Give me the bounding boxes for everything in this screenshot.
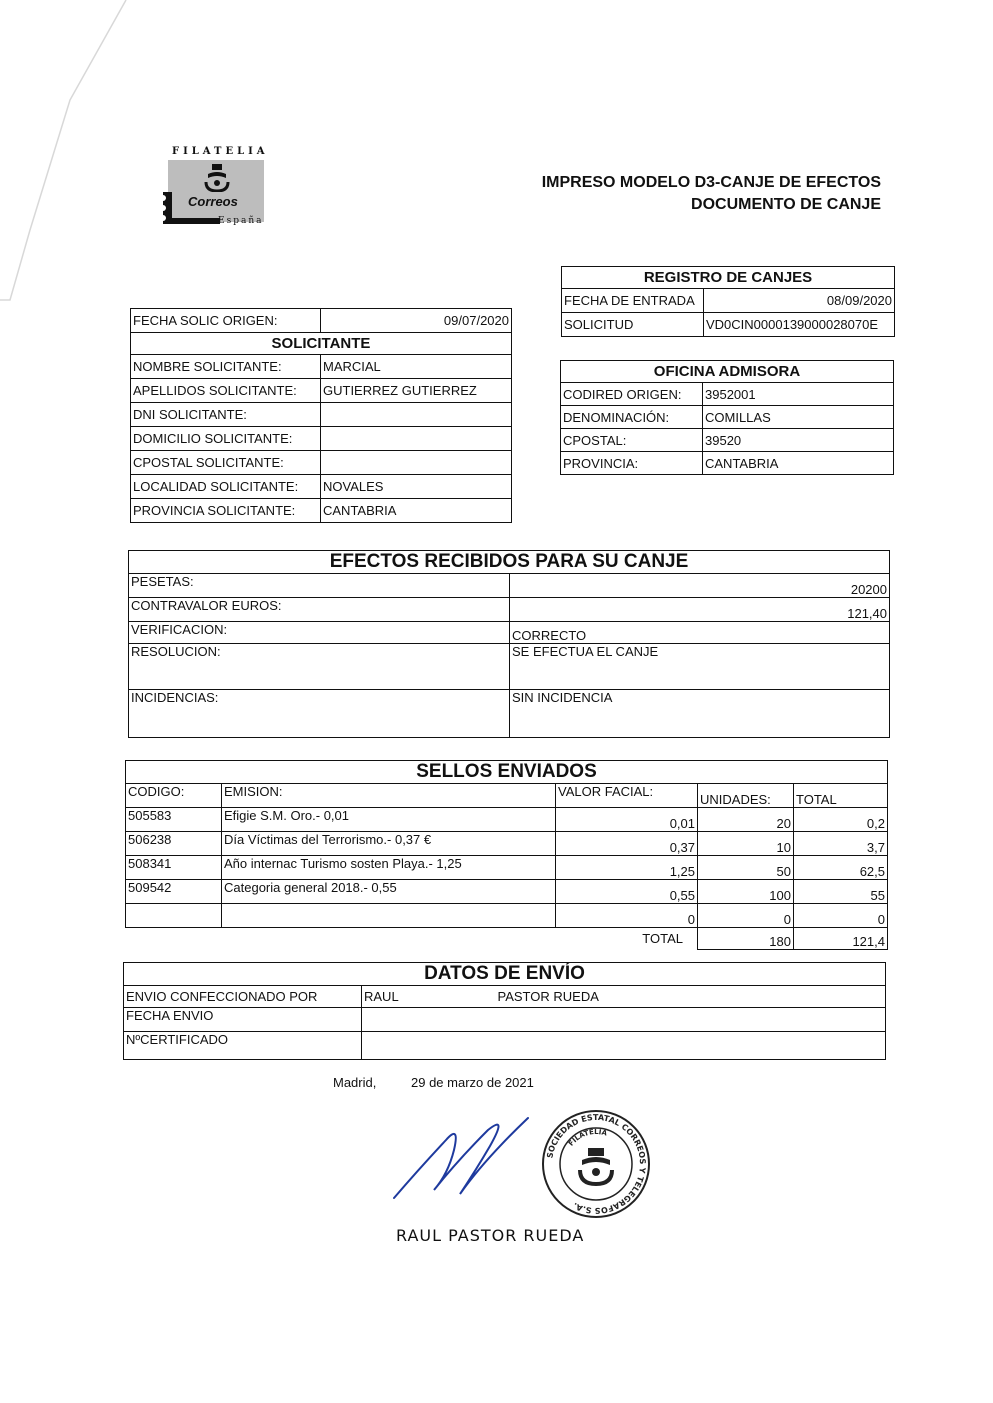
solicitante-label: CPOSTAL SOLICITANTE: (131, 451, 321, 475)
col-valor: VALOR FACIAL: (556, 784, 698, 808)
pesetas-label: PESETAS: (129, 574, 510, 598)
oficina-label: DENOMINACIÓN: (561, 406, 703, 429)
sello-emision: Categoria general 2018.- 0,55 (222, 880, 556, 904)
official-seal-stamp (540, 1108, 652, 1220)
sello-emision (222, 904, 556, 928)
col-total: TOTAL (794, 784, 888, 808)
solicitante-value: GUTIERREZ GUTIERREZ (321, 379, 512, 403)
solicitante-label: DOMICILIO SOLICITANTE: (131, 427, 321, 451)
total-total: 121,4 (794, 928, 888, 950)
postal-horn-icon (202, 164, 232, 192)
oficina-heading: OFICINA ADMISORA (561, 361, 894, 383)
fecha-solic-label: FECHA SOLIC ORIGEN: (131, 309, 321, 333)
sellos-heading: SELLOS ENVIADOS (126, 761, 888, 784)
incidencias-label: INCIDENCIAS: (129, 690, 510, 738)
sello-codigo: 508341 (126, 856, 222, 880)
solicitante-label: DNI SOLICITANTE: (131, 403, 321, 427)
verificacion-label: VERIFICACION: (129, 622, 510, 644)
resolucion-label: RESOLUCION: (129, 644, 510, 690)
sello-valor: 0,01 (556, 808, 698, 832)
efectos-heading: EFECTOS RECIBIDOS PARA SU CANJE (129, 551, 890, 574)
solicitante-heading: SOLICITANTE (131, 333, 512, 355)
incidencias-value: SIN INCIDENCIA (510, 690, 890, 738)
sello-codigo: 509542 (126, 880, 222, 904)
footer-city: Madrid, (333, 1075, 377, 1090)
sello-emision: Año internac Turismo sosten Playa.- 1,25 (222, 856, 556, 880)
document-title (542, 172, 881, 216)
sello-valor: 0,55 (556, 880, 698, 904)
sello-total: 62,5 (794, 856, 888, 880)
sello-total: 3,7 (794, 832, 888, 856)
envio-confeccionado-name: RAUL (362, 986, 496, 1008)
logo-bar (168, 218, 220, 224)
registro-label: FECHA DE ENTRADA (562, 289, 704, 313)
registro-label: SOLICITUD (562, 313, 704, 337)
registro-value: 08/09/2020 (704, 289, 895, 313)
sello-valor: 0 (556, 904, 698, 928)
logo-top-text: FILATELIA (172, 146, 269, 157)
oficina-label: CODIRED ORIGEN: (561, 383, 703, 406)
sello-valor: 1,25 (556, 856, 698, 880)
oficina-value: CANTABRIA (703, 452, 894, 475)
solicitante-value: CANTABRIA (321, 499, 512, 523)
envio-fecha-value (362, 1008, 886, 1032)
correos-logo (158, 146, 270, 232)
sello-emision: Efigie S.M. Oro.- 0,01 (222, 808, 556, 832)
title-line-2: DOCUMENTO DE CANJE (691, 196, 881, 213)
col-emision: EMISION: (222, 784, 556, 808)
envio-fecha-label: FECHA ENVIO (124, 1008, 362, 1032)
sello-unidades: 10 (698, 832, 794, 856)
col-codigo: CODIGO: (126, 784, 222, 808)
envio-table (123, 962, 886, 1060)
total-unidades: 180 (698, 928, 794, 950)
solicitante-value (321, 427, 512, 451)
sellos-table (125, 760, 888, 950)
registro-table (561, 266, 895, 337)
sello-codigo: 505583 (126, 808, 222, 832)
solicitante-table (130, 308, 512, 523)
solicitante-label: LOCALIDAD SOLICITANTE: (131, 475, 321, 499)
oficina-label: PROVINCIA: (561, 452, 703, 475)
fecha-solic-value: 09/07/2020 (321, 309, 512, 333)
sello-codigo: 506238 (126, 832, 222, 856)
handwritten-signature (388, 1110, 538, 1205)
pesetas-value: 20200 (510, 574, 890, 598)
svg-text:FILATELIA: FILATELIA (567, 1127, 608, 1148)
sello-unidades: 100 (698, 880, 794, 904)
euros-label: CONTRAVALOR EUROS: (129, 598, 510, 622)
signer-name: RAUL PASTOR RUEDA (396, 1226, 585, 1245)
oficina-value: COMILLAS (703, 406, 894, 429)
sello-emision: Día Víctimas del Terrorismo.- 0,37 € (222, 832, 556, 856)
sello-total: 0,2 (794, 808, 888, 832)
envio-heading: DATOS DE ENVÍO (124, 963, 886, 986)
sello-unidades: 50 (698, 856, 794, 880)
efectos-table (128, 550, 890, 738)
oficina-table (560, 360, 894, 475)
envio-cert-value (362, 1032, 886, 1060)
sello-valor: 0,37 (556, 832, 698, 856)
oficina-label: CPOSTAL: (561, 429, 703, 452)
solicitante-value (321, 403, 512, 427)
total-label: TOTAL (642, 931, 683, 947)
oficina-value: 3952001 (703, 383, 894, 406)
logo-brand: Correos (188, 194, 238, 209)
envio-confeccionado-surname: PASTOR RUEDA (496, 986, 886, 1008)
registro-value: VD0CIN0000139000028070E (704, 313, 895, 337)
resolucion-value: SE EFECTUA EL CANJE (510, 644, 890, 690)
verificacion-value: CORRECTO (510, 622, 890, 644)
svg-text:SOCIEDAD ESTATAL CORREOS Y TEL: SOCIEDAD ESTATAL CORREOS Y TELEGRAFOS S.A. (545, 1112, 648, 1216)
sello-total: 55 (794, 880, 888, 904)
title-line-1: IMPRESO MODELO D3-CANJE DE EFECTOS (541, 174, 881, 191)
sello-codigo (126, 904, 222, 928)
solicitante-label: APELLIDOS SOLICITANTE: (131, 379, 321, 403)
solicitante-value: NOVALES (321, 475, 512, 499)
page-fold-edge (0, 0, 130, 420)
solicitante-value: MARCIAL (321, 355, 512, 379)
envio-cert-label: NºCERTIFICADO (124, 1032, 362, 1060)
solicitante-value (321, 451, 512, 475)
solicitante-label: NOMBRE SOLICITANTE: (131, 355, 321, 379)
solicitante-label: PROVINCIA SOLICITANTE: (131, 499, 321, 523)
oficina-value: 39520 (703, 429, 894, 452)
registro-heading: REGISTRO DE CANJES (562, 267, 895, 289)
sello-unidades: 0 (698, 904, 794, 928)
sello-total: 0 (794, 904, 888, 928)
sello-unidades: 20 (698, 808, 794, 832)
euros-value: 121,40 (510, 598, 890, 622)
col-unidades: UNIDADES: (698, 784, 794, 808)
envio-confeccionado-label: ENVIO CONFECCIONADO POR (124, 986, 362, 1008)
logo-country: España (218, 216, 264, 226)
footer-date: 29 de marzo de 2021 (411, 1075, 534, 1090)
